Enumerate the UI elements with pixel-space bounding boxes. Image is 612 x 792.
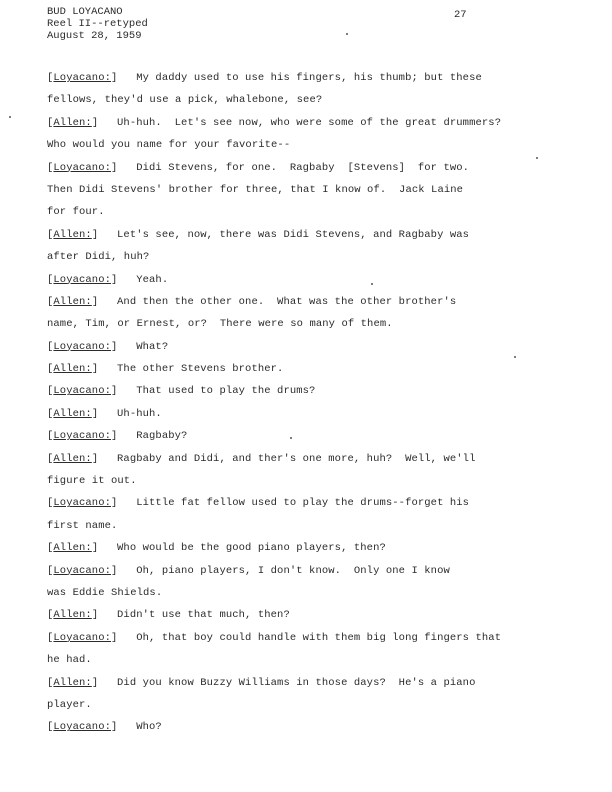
line-text: Yeah. (136, 273, 169, 286)
line-text: fellows, they'd use a pick, whalebone, see? (47, 94, 323, 107)
transcript-line (47, 184, 547, 206)
line-text: for four. (47, 206, 105, 219)
transcript-line (47, 677, 547, 699)
transcript-line (47, 296, 547, 318)
header-date: August 28, 1959 (47, 30, 142, 42)
line-text: figure it out. (47, 475, 137, 488)
transcript-line (47, 229, 547, 251)
speaker-tag: [Loyacano:] (47, 273, 118, 286)
speaker-name: Loyacano: (53, 631, 112, 644)
speaker-name: Allen: (53, 542, 92, 555)
speaker-name: Allen: (53, 116, 92, 129)
transcript-line (47, 609, 547, 631)
transcript-line (47, 430, 547, 452)
speaker-name: Allen: (53, 407, 92, 420)
speaker-tag: [Loyacano:] (47, 430, 118, 443)
transcript-line (47, 497, 547, 519)
line-text: Uh-huh. (117, 407, 162, 420)
speaker-tag: [Allen:] (47, 676, 99, 689)
speaker-tag: [Loyacano:] (47, 340, 118, 353)
line-text: he had. (47, 654, 92, 667)
transcript-line (47, 274, 547, 296)
line-text: Let's see, now, there was Didi Stevens, and Ragbaby was (117, 228, 470, 241)
transcript-line (47, 363, 547, 385)
speaker-tag: [Loyacano:] (47, 497, 118, 510)
speaker-tag: [Allen:] (47, 609, 99, 622)
transcript-line (47, 453, 547, 475)
speaker-tag: [Allen:] (47, 295, 99, 308)
line-text: Who? (136, 721, 162, 734)
speaker-tag: [Allen:] (47, 407, 99, 420)
line-text: Oh, that boy could handle with them big long fingers that (136, 631, 502, 644)
speaker-tag: [Loyacano:] (47, 385, 118, 398)
speaker-name: Loyacano: (53, 497, 112, 510)
transcript-line (47, 206, 547, 228)
transcript-line (47, 139, 547, 161)
line-text: name, Tim, or Ernest, or? There were so many of them. (47, 318, 393, 331)
speaker-tag: [Allen:] (47, 116, 99, 129)
speaker-tag: [Allen:] (47, 228, 99, 241)
transcript-line (47, 385, 547, 407)
transcript-line (47, 721, 547, 743)
line-text: Then Didi Stevens' brother for three, that I know of. Jack Laine (47, 183, 464, 196)
speaker-tag: [Allen:] (47, 363, 99, 376)
line-text: player. (47, 698, 92, 711)
line-text: Didn't use that much, then? (117, 609, 290, 622)
transcript-line (47, 94, 547, 116)
line-text: after Didi, huh? (47, 251, 150, 264)
line-text: Uh-huh. Let's see now, who were some of the great drummers? (117, 116, 502, 129)
transcript-line (47, 318, 547, 340)
transcript-line (47, 408, 547, 430)
speaker-name: Loyacano: (53, 721, 112, 734)
line-text: Didi Stevens, for one. Ragbaby [Stevens] for two. (136, 161, 470, 174)
transcript-line (47, 587, 547, 609)
transcript-line (47, 520, 547, 542)
speaker-name: Allen: (53, 363, 92, 376)
line-text: Did you know Buzzy Williams in those days? He's a piano (117, 676, 476, 689)
line-text: first name. (47, 519, 118, 532)
transcript-line (47, 699, 547, 721)
speaker-tag: [Allen:] (47, 542, 99, 555)
scan-speck (371, 283, 373, 285)
line-text: And then the other one. What was the other brother's (117, 295, 457, 308)
transcript-line (47, 565, 547, 587)
scan-speck (346, 33, 348, 35)
transcript-line (47, 654, 547, 676)
speaker-name: Allen: (53, 228, 92, 241)
speaker-name: Allen: (53, 295, 92, 308)
speaker-name: Loyacano: (53, 430, 112, 443)
line-text: The other Stevens brother. (117, 363, 284, 376)
speaker-name: Loyacano: (53, 564, 112, 577)
transcript-line (47, 162, 547, 184)
scan-speck (9, 116, 11, 118)
transcript-line (47, 475, 547, 497)
transcript-line (47, 341, 547, 363)
speaker-name: Loyacano: (53, 161, 112, 174)
line-text: was Eddie Shields. (47, 586, 163, 599)
transcript-line (47, 542, 547, 564)
document-header (47, 6, 148, 42)
speaker-tag: [Loyacano:] (47, 721, 118, 734)
scan-speck (536, 157, 538, 159)
line-text: Ragbaby? (136, 430, 188, 443)
speaker-name: Loyacano: (53, 273, 112, 286)
header-name: BUD LOYACANO (47, 6, 123, 18)
speaker-name: Allen: (53, 609, 92, 622)
speaker-name: Allen: (53, 452, 92, 465)
speaker-name: Loyacano: (53, 340, 112, 353)
line-text: Ragbaby and Didi, and ther's one more, huh? Well, we'll (117, 452, 476, 465)
transcript-line (47, 251, 547, 273)
speaker-tag: [Loyacano:] (47, 631, 118, 644)
transcript-line (47, 632, 547, 654)
line-text: Who would be the good piano players, then? (117, 542, 386, 555)
line-text: Who would you name for your favorite-- (47, 139, 291, 152)
line-text: Little fat fellow used to play the drums--forget his (136, 497, 470, 510)
speaker-name: Loyacano: (53, 72, 112, 84)
line-text: Oh, piano players, I don't know. Only one I know (136, 564, 450, 577)
transcript-body (47, 72, 547, 744)
speaker-tag: [Allen:] (47, 452, 99, 465)
speaker-name: Loyacano: (53, 385, 112, 398)
scan-speck (290, 437, 292, 439)
speaker-name: Allen: (53, 676, 92, 689)
speaker-tag: [Loyacano:] (47, 161, 118, 174)
line-text: What? (136, 340, 169, 353)
scan-speck (514, 356, 516, 358)
line-text: My daddy used to use his fingers, his thumb; but these (136, 72, 482, 84)
speaker-tag: [Loyacano:] (47, 72, 118, 84)
page-number: 27 (454, 9, 467, 21)
speaker-tag: [Loyacano:] (47, 564, 118, 577)
transcript-line (47, 117, 547, 139)
header-reel: Reel II--retyped (47, 18, 148, 30)
transcript-line (47, 72, 547, 94)
line-text: That used to play the drums? (136, 385, 316, 398)
